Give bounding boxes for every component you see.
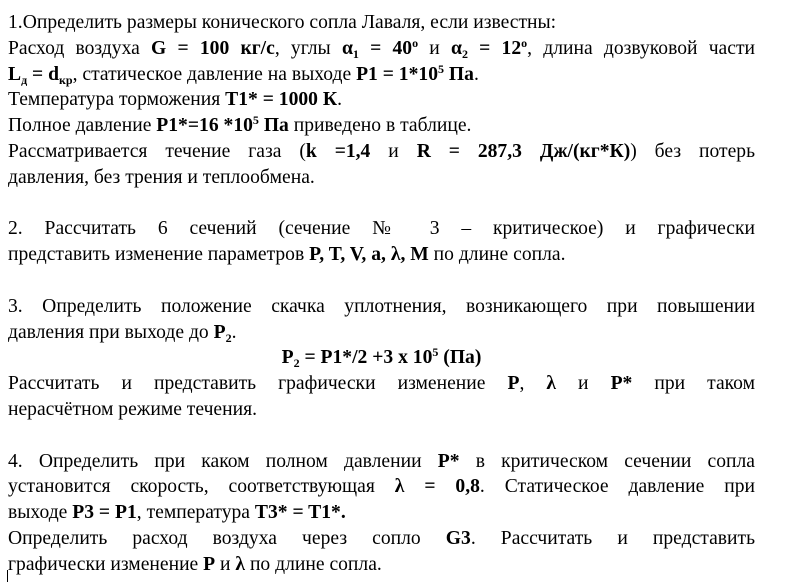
length-formula: $L_д = d_{кр}$ <box>8 63 73 87</box>
text-run: Рассчитать и представить графически изменение <box>8 373 508 395</box>
p2-formula <box>8 345 755 371</box>
text-run: , углы <box>274 37 342 59</box>
text-run: и <box>418 37 451 59</box>
task2-parameters-line <box>8 242 755 268</box>
task2-heading: 2. Рассчитать 6 сечений (сечение № 3 – критическое) и графически <box>8 218 755 240</box>
document-body <box>8 10 755 578</box>
g3-symbol: G3 <box>445 527 471 549</box>
text-run: установится скорость, соответствующая <box>8 476 395 498</box>
task4-speed-line <box>8 474 755 500</box>
text-run: . <box>473 63 479 85</box>
text-run: . Статическое давление при <box>479 476 755 498</box>
text-run: . <box>337 89 342 111</box>
p-symbol: P <box>507 373 520 395</box>
parameter-list: P, T, V, a, λ, M <box>309 244 429 266</box>
text-run: . <box>231 321 237 343</box>
text-run: приведено в таблице. <box>288 115 472 137</box>
text-run: Температура торможения <box>8 89 226 111</box>
p-total-symbol: P* <box>610 373 633 395</box>
task4-heading <box>8 449 755 475</box>
lambda-symbol: λ <box>546 373 557 395</box>
task4-graph-line <box>8 552 755 578</box>
text-run: и <box>215 553 236 575</box>
p3-value: P3 = P1 <box>72 502 137 524</box>
alpha2-symbol: $\alpha_2 = 12^o$ <box>451 35 528 61</box>
text-run: выходе <box>8 502 73 524</box>
task1-total-pressure-line <box>8 113 755 139</box>
task1-temperature-line <box>8 87 755 113</box>
p-symbol: P <box>203 553 216 575</box>
formula-text: $P_2 = P1*/2 +3$ х $10^5$ (Па) <box>281 345 482 371</box>
text-run: , длина дозвуковой части <box>527 37 755 59</box>
t1-value: T1* = 1000 К <box>225 89 338 111</box>
text-run: Расход воздуха <box>8 37 152 59</box>
text-run: , температура <box>136 502 255 524</box>
text-run: и <box>556 373 611 395</box>
task1-conditions-line: давления, без трения и теплообмена. <box>8 166 315 188</box>
text-run: графически изменение <box>8 553 204 575</box>
text-run: Определить расход воздуха через сопло <box>8 527 446 549</box>
text-run: Полное давление <box>8 115 157 137</box>
text-run: представить изменение параметров <box>8 244 310 266</box>
task3-calc-line <box>8 371 755 397</box>
task3-mode-line: нерасчётном режиме течения. <box>8 398 258 420</box>
text-run: при таком <box>632 373 755 395</box>
lambda-symbol: λ <box>235 553 246 575</box>
text-run: и <box>370 140 417 162</box>
alpha1-symbol: $\alpha_1 = 40^o$ <box>341 35 419 61</box>
task3-pressure-line <box>8 320 755 346</box>
task4-flow-line <box>8 526 755 552</box>
text-run: , <box>519 373 547 395</box>
text-run: по длине сопла. <box>245 553 382 575</box>
airflow-value: G = 100 кг/с <box>151 37 275 59</box>
text-run: Рассматривается течение газа ( <box>8 140 306 162</box>
paragraph-spacer <box>8 268 755 294</box>
task4-outlet-line <box>8 500 755 526</box>
lambda-value: λ = 0,8 <box>394 476 480 498</box>
r-value: R = 287,3 Дж/(кг*К) <box>416 140 631 162</box>
text-run: . Рассчитать и представить <box>470 527 755 549</box>
text-run: 4. Определить при каком полном давлении <box>8 450 438 472</box>
text-run: , статическое давление на выходе <box>72 63 357 85</box>
t3-value: T3* = T1*. <box>254 502 346 524</box>
text-run: по длине сопла. <box>428 244 566 266</box>
p1-value: $P1 = 1*10^5$ Па <box>356 61 474 85</box>
text-run: ) без потерь <box>630 140 755 162</box>
p2-symbol: $P_2$ <box>213 321 232 345</box>
task1-heading: 1.Определить размеры конического сопла Лаваля, если известны: <box>8 12 557 33</box>
task1-gas-flow-line <box>8 139 755 165</box>
k-value: k =1,4 <box>305 140 371 162</box>
p1-total-value: P1*=16 $*10^5$ Па <box>156 113 289 137</box>
paragraph-spacer <box>8 423 755 449</box>
text-run: давления при выходе до <box>8 321 214 343</box>
text-run: в критическом сечении сопла <box>459 450 755 472</box>
paragraph-spacer <box>8 191 755 217</box>
task1-length-pressure-line <box>8 62 755 88</box>
task3-heading: 3. Определить положение скачка уплотнения, возникающего при повышении <box>8 295 755 317</box>
page-edge-marker <box>7 570 8 582</box>
task1-airflow-line <box>8 36 755 62</box>
p-total-symbol: P* <box>437 450 460 472</box>
